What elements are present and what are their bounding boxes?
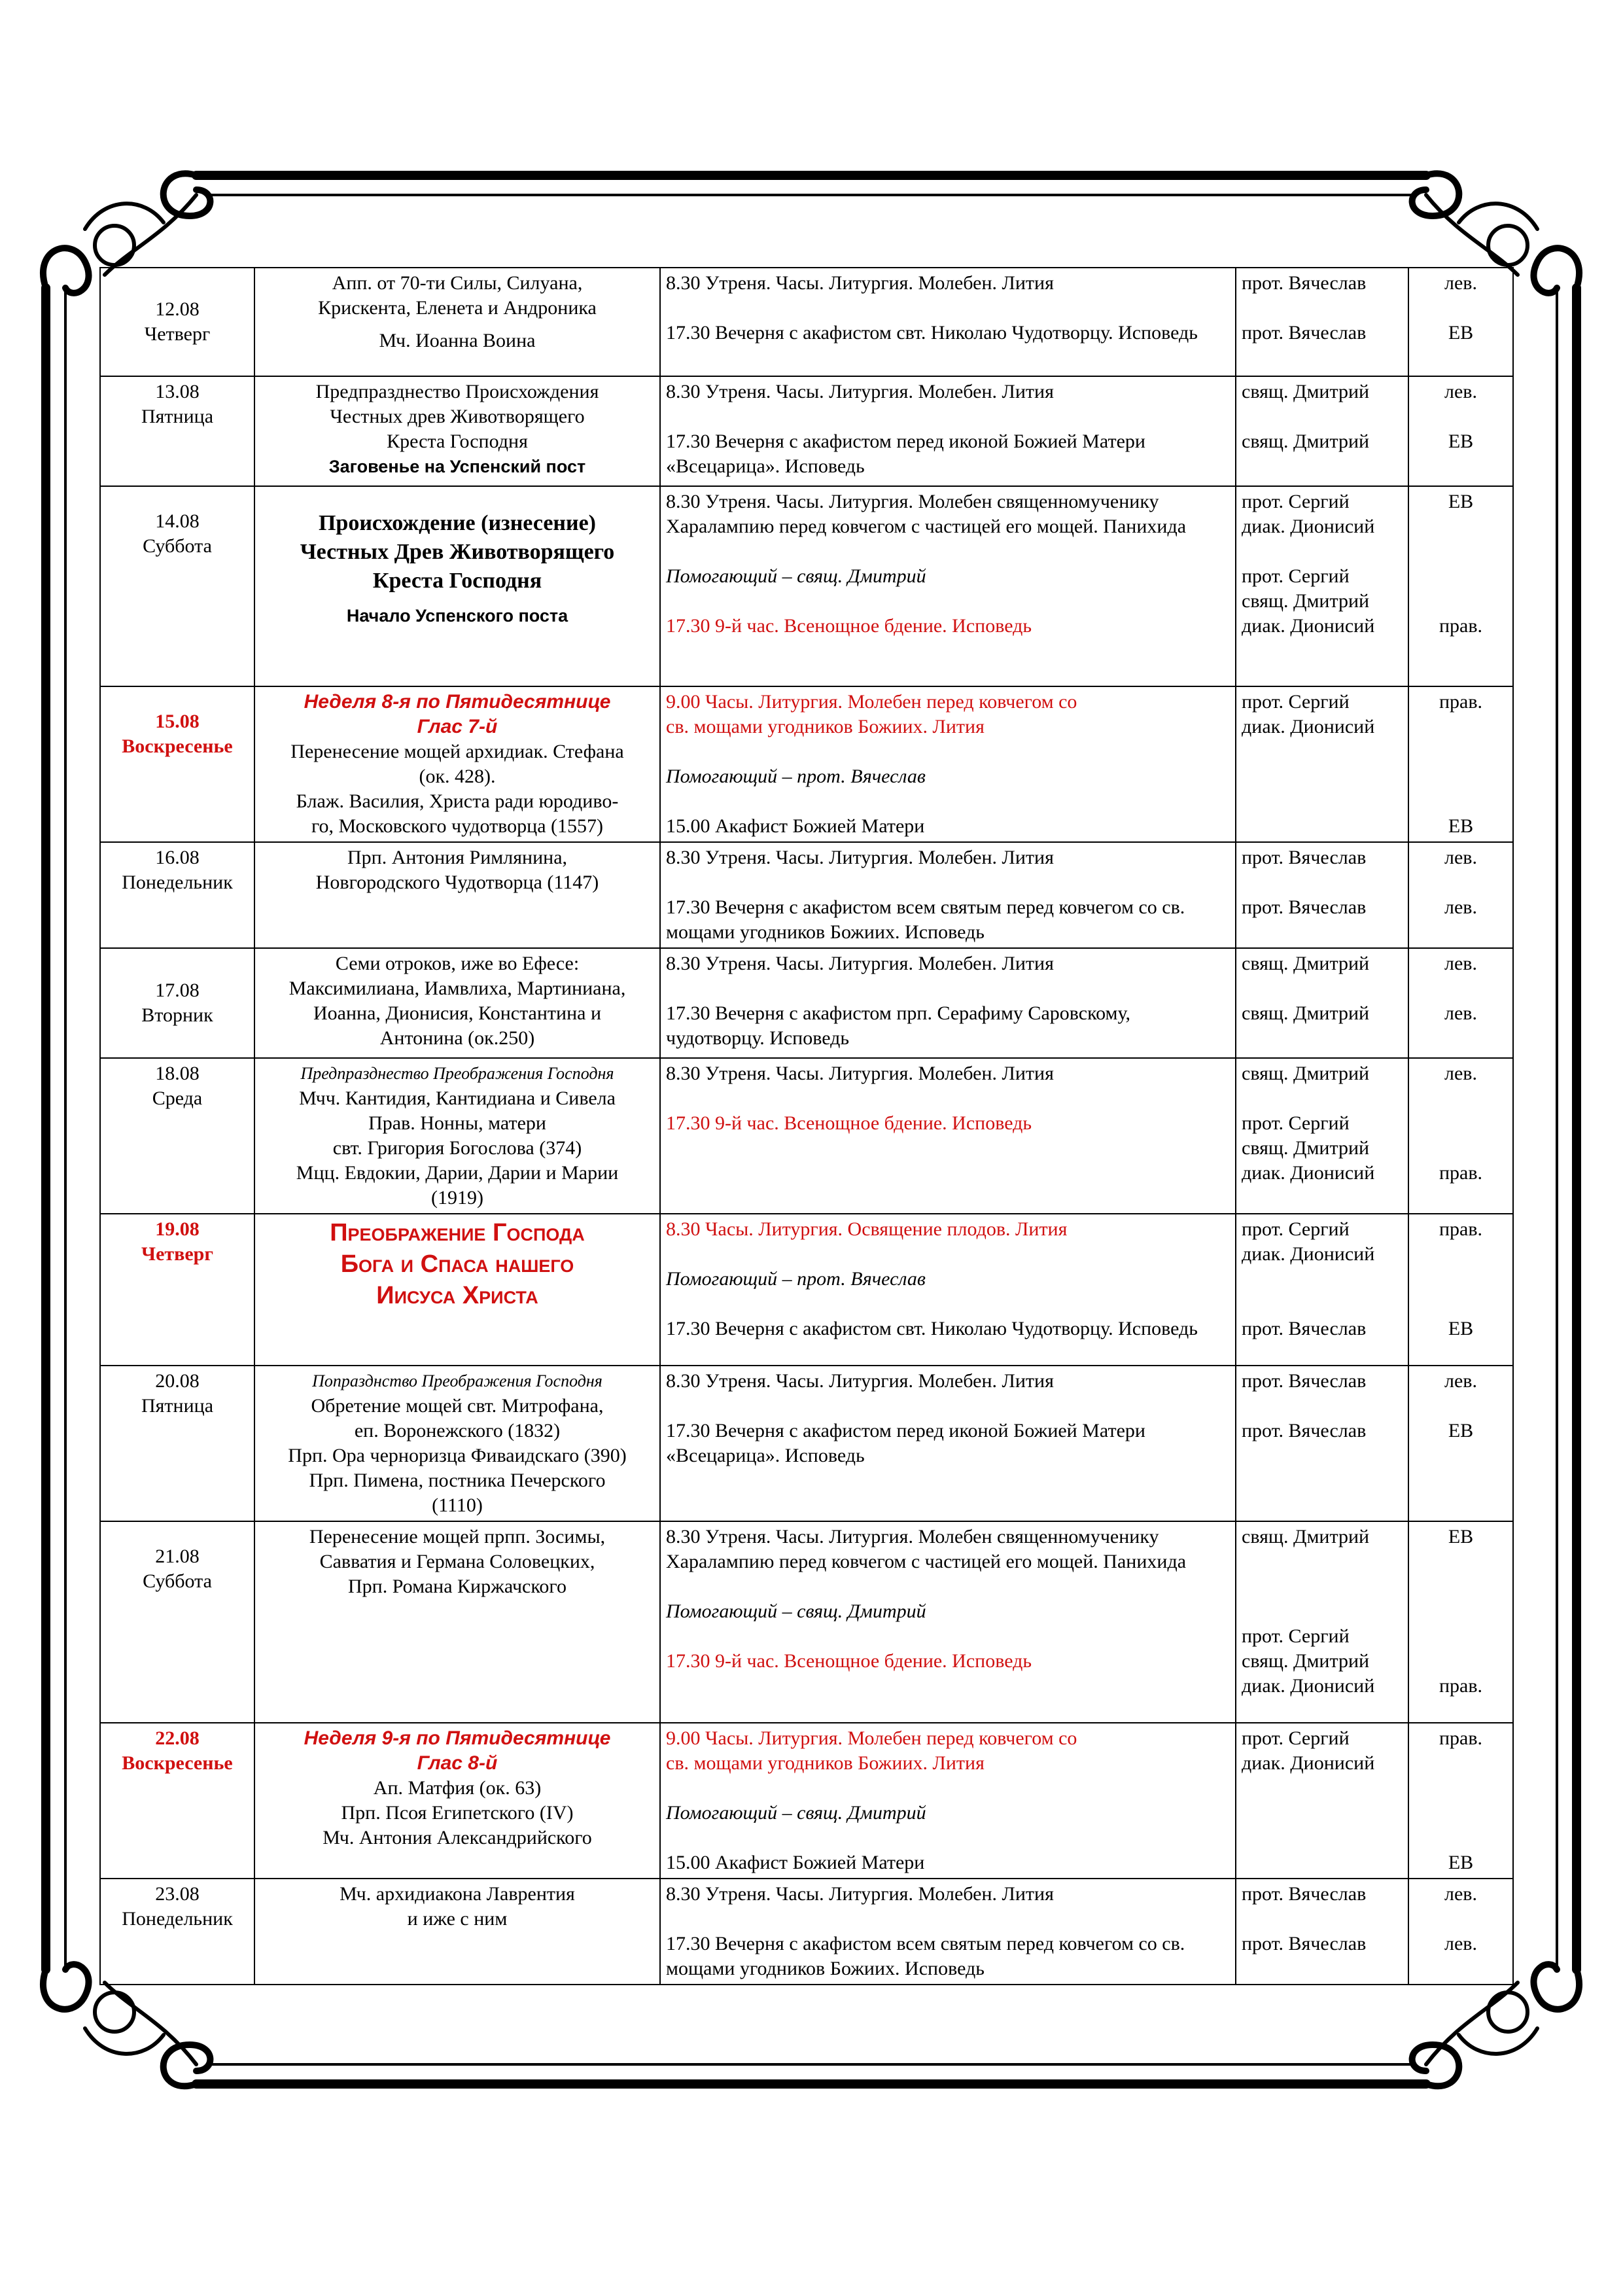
services-cell: [660, 268, 1236, 376]
clergy-name: свящ. Дмитрий: [1242, 431, 1370, 452]
row-weekday: Среда: [152, 1087, 203, 1109]
row-weekday: Воскресенье: [122, 735, 233, 757]
feast-cell: [254, 686, 660, 842]
choir-mark: лев.: [1444, 1933, 1477, 1954]
choir-cell: [1408, 1366, 1513, 1521]
feast-note: Заговенье на Успенский пост: [328, 457, 586, 476]
feast-cell: [254, 1521, 660, 1723]
service-entry: 8.30 Утреня. Часы. Литургия. Молебен. Лития: [666, 1063, 1054, 1084]
clergy-name: прот. Вячеслав: [1242, 1420, 1367, 1441]
feast-line: Семи отроков, иже во Ефесе:: [335, 953, 580, 974]
choir-cell: [1408, 486, 1513, 686]
clergy-name: прот. Сергий: [1242, 1727, 1350, 1749]
clergy-name: диак. Дионисий: [1242, 1243, 1375, 1265]
clergy-name: диак. Дионисий: [1242, 1752, 1375, 1774]
feast-line: Прп. Романа Киржачского: [348, 1576, 567, 1597]
feast-line: Иоанна, Дионисия, Константина и: [313, 1002, 602, 1024]
choir-mark: ЕВ: [1448, 1420, 1474, 1441]
great-feast-title: Иисуса Христа: [376, 1282, 538, 1309]
choir-mark: ЕВ: [1448, 1318, 1474, 1339]
choir-mark: ЕВ: [1448, 322, 1474, 344]
row-date: 15.08: [155, 711, 200, 732]
choir-mark: лев.: [1444, 953, 1477, 974]
choir-mark: лев.: [1444, 381, 1477, 402]
choir-mark: лев.: [1444, 1883, 1477, 1905]
table-row: [100, 1366, 1513, 1521]
choir-mark: прав.: [1439, 1218, 1483, 1240]
feast-line: Савватия и Германа Соловецких,: [319, 1551, 595, 1572]
choir-mark: прав.: [1439, 691, 1483, 713]
row-weekday: Четверг: [141, 1243, 213, 1265]
clergy-cell: [1236, 376, 1408, 486]
great-feast-title: Бога и Спаса нашего: [340, 1250, 574, 1278]
feast-cell: [254, 1723, 660, 1879]
clergy-name: свящ. Дмитрий: [1242, 1137, 1370, 1159]
feast-cell: [254, 842, 660, 948]
service-entry: 17.30 Вечерня с акафистом перед иконой Божией Матери «Всецарица». Исповедь: [666, 431, 1145, 477]
clergy-cell: [1236, 1366, 1408, 1521]
great-feast-title: Преображение Господа: [330, 1219, 585, 1246]
clergy-name: прот. Вячеслав: [1242, 896, 1367, 918]
clergy-name: прот. Вячеслав: [1242, 847, 1367, 868]
feast-cell: [254, 1366, 660, 1521]
clergy-cell: [1236, 948, 1408, 1058]
services-cell: [660, 1214, 1236, 1366]
choir-cell: [1408, 1879, 1513, 1985]
afterfeast-label: Попразднство Преображения Господня: [312, 1371, 602, 1390]
service-entry: 17.30 Вечерня с акафистом всем святым перед ковчегом со св. мощами угодников Божиих. Исповедь: [666, 1933, 1185, 1979]
service-entry: 8.30 Утреня. Часы. Литургия. Молебен священномученику Харалампию перед ковчегом с частицей его мощей. Панихида: [666, 1526, 1187, 1572]
service-entry-feast: 17.30 9-й час. Всенощное бдение. Исповедь: [666, 1112, 1032, 1134]
feast-line: Обретение мощей свт. Митрофана,: [311, 1395, 604, 1417]
feast-line: Прав. Нонны, матери: [368, 1112, 546, 1134]
choir-cell: [1408, 686, 1513, 842]
row-date: 21.08: [155, 1545, 200, 1567]
choir-mark: лев.: [1444, 1063, 1477, 1084]
clergy-cell: [1236, 1521, 1408, 1723]
choir-mark: ЕВ: [1448, 815, 1474, 837]
feast-line: Прп. Пимена, постника Печерского: [309, 1470, 606, 1491]
service-entry: 8.30 Утреня. Часы. Литургия. Молебен священномученику Харалампию перед ковчегом с частицей его мощей. Панихида: [666, 491, 1187, 537]
feast-line: Креста Господня: [387, 431, 528, 452]
clergy-name: свящ. Дмитрий: [1242, 381, 1370, 402]
service-entry: 8.30 Утреня. Часы. Литургия. Молебен. Лития: [666, 1883, 1054, 1905]
row-date: 14.08: [155, 510, 200, 532]
services-cell: [660, 1723, 1236, 1879]
choir-cell: [1408, 376, 1513, 486]
clergy-name: диак. Дионисий: [1242, 615, 1375, 637]
feast-line: Мч. архидиакона Лаврентия: [340, 1883, 575, 1905]
date-cell: [100, 686, 254, 842]
choir-cell: [1408, 948, 1513, 1058]
clergy-name: свящ. Дмитрий: [1242, 1002, 1370, 1024]
service-entry: 8.30 Утреня. Часы. Литургия. Молебен. Лития: [666, 272, 1054, 294]
feast-line: Прп. Антония Римлянина,: [347, 847, 568, 868]
choir-mark: прав.: [1439, 1162, 1483, 1184]
choir-mark: лев.: [1444, 847, 1477, 868]
row-weekday: Суббота: [143, 1570, 212, 1592]
feast-cell: [254, 1879, 660, 1985]
choir-mark: лев.: [1444, 1002, 1477, 1024]
clergy-cell: [1236, 1214, 1408, 1366]
date-cell: [100, 1723, 254, 1879]
clergy-name: свящ. Дмитрий: [1242, 1063, 1370, 1084]
clergy-name: прот. Вячеслав: [1242, 322, 1367, 344]
clergy-name: прот. Сергий: [1242, 491, 1350, 512]
choir-mark: прав.: [1439, 1675, 1483, 1697]
service-schedule-table: [99, 267, 1514, 1985]
feast-line: Крискента, Еленета и Андроника: [318, 297, 597, 319]
row-date: 20.08: [155, 1370, 200, 1392]
table-row: [100, 376, 1513, 486]
services-cell: [660, 842, 1236, 948]
feast-note: Начало Успенского поста: [346, 606, 568, 626]
feast-cell: [254, 1214, 660, 1366]
feast-title: Креста Господня: [372, 569, 542, 593]
feast-cell: [254, 486, 660, 686]
feast-line: Новгородского Чудотворца (1147): [315, 872, 599, 893]
service-entry-feast: св. мощами угодников Божиих. Лития: [666, 1752, 985, 1774]
clergy-name: прот. Вячеслав: [1242, 1933, 1367, 1954]
clergy-name: свящ. Дмитрий: [1242, 1650, 1370, 1672]
table-row: [100, 1521, 1513, 1723]
clergy-cell: [1236, 842, 1408, 948]
clergy-name: прот. Вячеслав: [1242, 1883, 1367, 1905]
service-entry: 17.30 Вечерня с акафистом прп. Серафиму Саровскому, чудотворцу. Исповедь: [666, 1002, 1131, 1049]
feast-line: (1110): [432, 1494, 483, 1516]
row-weekday: Понедельник: [122, 872, 233, 893]
row-weekday: Суббота: [143, 535, 212, 557]
choir-mark: прав.: [1439, 615, 1483, 637]
date-cell: [100, 842, 254, 948]
row-weekday: Понедельник: [122, 1908, 233, 1930]
clergy-name: прот. Сергий: [1242, 1218, 1350, 1240]
clergy-name: диак. Дионисий: [1242, 516, 1375, 537]
choir-mark: лев.: [1444, 272, 1477, 294]
service-entry: 17.30 Вечерня с акафистом свт. Николаю Чудотворцу. Исповедь: [666, 1318, 1198, 1339]
feast-line: Честных древ Животворящего: [330, 406, 585, 427]
choir-mark: прав.: [1439, 1727, 1483, 1749]
table-row: [100, 948, 1513, 1058]
forefeast-label: Предпразднество Преображения Господня: [300, 1064, 614, 1083]
date-cell: [100, 1058, 254, 1214]
feast-cell: [254, 376, 660, 486]
row-date: 23.08: [155, 1883, 200, 1905]
feast-line: Апп. от 70-ти Силы, Силуана,: [332, 272, 583, 294]
table-row: [100, 1058, 1513, 1214]
clergy-name: прот. Сергий: [1242, 565, 1350, 587]
clergy-cell: [1236, 686, 1408, 842]
clergy-name: прот. Вячеслав: [1242, 1318, 1367, 1339]
table-row: [100, 1879, 1513, 1985]
row-weekday: Пятница: [141, 1395, 214, 1417]
service-entry-feast: 9.00 Часы. Литургия. Молебен перед ковчегом со: [666, 691, 1077, 713]
date-cell: [100, 376, 254, 486]
assistant-note: Помогающий – свящ. Дмитрий: [666, 1600, 926, 1622]
feast-line: Прп. Ора черноризца Фиваидскаго (390): [288, 1445, 627, 1466]
feast-line: Мчч. Кантидия, Кантидиана и Сивела: [299, 1087, 616, 1109]
feast-line: Мч. Иоанна Воина: [379, 330, 536, 351]
service-entry-feast: 17.30 9-й час. Всенощное бдение. Исповедь: [666, 1650, 1032, 1672]
feast-line: Перенесение мощей архидиак. Стефана: [290, 741, 624, 762]
services-cell: [660, 486, 1236, 686]
clergy-name: свящ. Дмитрий: [1242, 590, 1370, 612]
clergy-cell: [1236, 1723, 1408, 1879]
table-row: [100, 842, 1513, 948]
services-cell: [660, 1521, 1236, 1723]
date-cell: [100, 1366, 254, 1521]
feast-line: свт. Григория Богослова (374): [332, 1137, 582, 1159]
clergy-name: диак. Дионисий: [1242, 716, 1375, 737]
choir-cell: [1408, 1214, 1513, 1366]
feast-line: Максимилиана, Иамвлиха, Мартиниана,: [288, 978, 626, 999]
feast-line: Блаж. Василия, Христа ради юродиво-: [296, 790, 619, 812]
services-cell: [660, 376, 1236, 486]
service-entry-feast: 9.00 Часы. Литургия. Молебен перед ковчегом со: [666, 1727, 1077, 1749]
sunday-title: Неделя 9-я по Пятидесятнице: [304, 1727, 611, 1749]
service-entry: 17.30 Вечерня с акафистом свт. Николаю Чудотворцу. Исповедь: [666, 322, 1198, 344]
date-cell: [100, 948, 254, 1058]
feast-line: и иже с ним: [407, 1908, 508, 1930]
service-entry: 8.30 Утреня. Часы. Литургия. Молебен. Лития: [666, 847, 1054, 868]
row-date: 16.08: [155, 847, 200, 868]
tone-label: Глас 7-й: [417, 716, 498, 737]
services-cell: [660, 1879, 1236, 1985]
feast-title: Происхождение (изнесение): [318, 511, 597, 535]
row-date: 13.08: [155, 381, 200, 402]
clergy-name: свящ. Дмитрий: [1242, 1526, 1370, 1547]
row-weekday: Воскресенье: [122, 1752, 233, 1774]
service-entry-feast: 17.30 9-й час. Всенощное бдение. Исповедь: [666, 615, 1032, 637]
service-entry: 17.30 Вечерня с акафистом всем святым перед ковчегом со св. мощами угодников Божиих. Исповедь: [666, 896, 1185, 943]
clergy-name: свящ. Дмитрий: [1242, 953, 1370, 974]
feast-line: Перенесение мощей прпп. Зосимы,: [309, 1526, 606, 1547]
clergy-name: прот. Сергий: [1242, 691, 1350, 713]
tone-label: Глас 8-й: [417, 1752, 498, 1774]
choir-mark: ЕВ: [1448, 431, 1474, 452]
table-row: [100, 686, 1513, 842]
date-cell: [100, 268, 254, 376]
clergy-name: прот. Вячеслав: [1242, 272, 1367, 294]
service-entry: 8.30 Утреня. Часы. Литургия. Молебен. Лития: [666, 1370, 1054, 1392]
clergy-cell: [1236, 1058, 1408, 1214]
choir-cell: [1408, 268, 1513, 376]
assistant-note: Помогающий – прот. Вячеслав: [666, 766, 926, 787]
services-cell: [660, 948, 1236, 1058]
clergy-cell: [1236, 486, 1408, 686]
choir-mark: ЕВ: [1448, 1852, 1474, 1873]
choir-mark: ЕВ: [1448, 1526, 1474, 1547]
choir-cell: [1408, 1723, 1513, 1879]
feast-line: Прп. Псоя Египетского (IV): [341, 1802, 574, 1824]
table-row: [100, 1214, 1513, 1366]
feast-line: Предпразднество Происхождения: [315, 381, 599, 402]
feast-line: (1919): [431, 1187, 483, 1209]
date-cell: [100, 1214, 254, 1366]
assistant-note: Помогающий – свящ. Дмитрий: [666, 1802, 926, 1824]
feast-line: Мцц. Евдокии, Дарии, Дарии и Марии: [296, 1162, 619, 1184]
sunday-title: Неделя 8-я по Пятидесятнице: [304, 691, 611, 713]
clergy-cell: [1236, 268, 1408, 376]
choir-cell: [1408, 842, 1513, 948]
table-row: [100, 486, 1513, 686]
feast-cell: [254, 268, 660, 376]
services-cell: [660, 1366, 1236, 1521]
date-cell: [100, 1879, 254, 1985]
assistant-note: Помогающий – прот. Вячеслав: [666, 1268, 926, 1290]
feast-cell: [254, 1058, 660, 1214]
choir-cell: [1408, 1058, 1513, 1214]
date-cell: [100, 486, 254, 686]
feast-cell: [254, 948, 660, 1058]
service-entry: 8.30 Утреня. Часы. Литургия. Молебен. Лития: [666, 953, 1054, 974]
clergy-name: прот. Сергий: [1242, 1625, 1350, 1647]
choir-mark: лев.: [1444, 1370, 1477, 1392]
assistant-note: Помогающий – свящ. Дмитрий: [666, 565, 926, 587]
feast-line: го, Московского чудотворца (1557): [311, 815, 603, 837]
feast-line: еп. Воронежского (1832): [354, 1420, 561, 1441]
date-cell: [100, 1521, 254, 1723]
row-date: 18.08: [155, 1063, 200, 1084]
choir-mark: лев.: [1444, 896, 1477, 918]
feast-title: Честных Древ Животворящего: [300, 540, 615, 564]
row-weekday: Вторник: [141, 1004, 213, 1026]
service-entry: 15.00 Акафист Божией Матери: [666, 1852, 925, 1873]
feast-line: Мч. Антония Александрийского: [323, 1827, 592, 1848]
row-date: 17.08: [155, 980, 200, 1001]
clergy-name: прот. Сергий: [1242, 1112, 1350, 1134]
table-row: [100, 1723, 1513, 1879]
service-entry: 17.30 Вечерня с акафистом перед иконой Божией Матери «Всецарица». Исповедь: [666, 1420, 1145, 1466]
row-date: 12.08: [155, 298, 200, 320]
service-entry-feast: 8.30 Часы. Литургия. Освящение плодов. Лития: [666, 1218, 1068, 1240]
feast-line: Ап. Матфия (ок. 63): [373, 1777, 542, 1799]
clergy-name: диак. Дионисий: [1242, 1162, 1375, 1184]
clergy-name: диак. Дионисий: [1242, 1675, 1375, 1697]
services-cell: [660, 1058, 1236, 1214]
row-weekday: Пятница: [141, 406, 214, 427]
clergy-cell: [1236, 1879, 1408, 1985]
service-entry-feast: св. мощами угодников Божиих. Лития: [666, 716, 985, 737]
table-row: [100, 268, 1513, 376]
row-date: 22.08: [155, 1727, 200, 1749]
row-date: 19.08: [155, 1218, 200, 1240]
services-cell: [660, 686, 1236, 842]
feast-line: Антонина (ок.250): [379, 1027, 535, 1049]
row-weekday: Четверг: [144, 323, 211, 345]
feast-line: (ок. 428).: [419, 766, 496, 787]
choir-mark: ЕВ: [1448, 491, 1474, 512]
service-entry: 15.00 Акафист Божией Матери: [666, 815, 925, 837]
clergy-name: прот. Вячеслав: [1242, 1370, 1367, 1392]
choir-cell: [1408, 1521, 1513, 1723]
service-entry: 8.30 Утреня. Часы. Литургия. Молебен. Лития: [666, 381, 1054, 402]
